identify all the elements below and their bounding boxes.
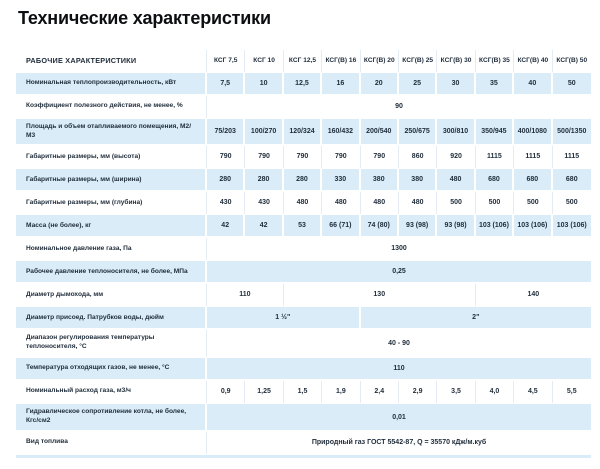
value-cell: 16 (322, 73, 360, 96)
value-cell: 103 (106) (514, 215, 552, 238)
table-row (16, 169, 591, 192)
row-label: Вид топлива (16, 432, 207, 455)
header-row (16, 50, 591, 73)
row-label: Коэффициент полезного действия, не менее, % (16, 96, 207, 119)
value-cell: 66 (71) (322, 215, 360, 238)
value-cell: 480 (437, 169, 475, 192)
table-row (16, 96, 591, 119)
table-header-label: РАБОЧИЕ ХАРАКТЕРИСТИКИ (16, 50, 207, 73)
value-cell: 53 (284, 215, 322, 238)
table-row (16, 119, 591, 147)
table-row (16, 192, 591, 215)
value-cell: 74 (80) (361, 215, 399, 238)
row-label: Габаритные размеры, мм (высота) (16, 146, 207, 169)
column-header: КСГ(В) 35 (476, 50, 514, 73)
value-cell: 110 (207, 284, 284, 307)
column-header: КСГ 10 (245, 50, 283, 73)
row-label: Гидравлическое сопротивление котла, не более, Кгс/см2 (16, 404, 207, 432)
value-cell: 0,01 (207, 404, 591, 432)
value-cell: 300/810 (437, 119, 475, 147)
value-cell: 75/203 (207, 119, 245, 147)
value-cell: 160/432 (322, 119, 360, 147)
value-cell: 680 (476, 169, 514, 192)
value-cell: 50 (553, 73, 591, 96)
value-cell: 103 (106) (476, 215, 514, 238)
row-label: Рабочее давление теплоносителя, не более, МПа (16, 261, 207, 284)
value-cell: 790 (322, 146, 360, 169)
value-cell: 860 (399, 146, 437, 169)
value-cell: 1115 (514, 146, 552, 169)
table-row (16, 404, 591, 432)
value-cell: 5,5 (553, 381, 591, 404)
table-row (16, 284, 591, 307)
value-cell: 400/1080 (514, 119, 552, 147)
table-row (16, 146, 591, 169)
column-header: КСГ(В) 30 (437, 50, 475, 73)
value-cell: 30 (437, 73, 475, 96)
value-cell: 480 (399, 192, 437, 215)
value-cell: 500/1350 (553, 119, 591, 147)
value-cell: 120/324 (284, 119, 322, 147)
value-cell: 680 (553, 169, 591, 192)
page-title: Технические характеристики (18, 8, 271, 28)
value-cell: 0,25 (207, 261, 591, 284)
value-cell: 2,4 (361, 381, 399, 404)
column-header: КСГ(В) 25 (399, 50, 437, 73)
value-cell: 42 (207, 215, 245, 238)
value-cell: 1,25 (245, 381, 283, 404)
value-cell: 130 (284, 284, 476, 307)
column-header: КСГ(В) 50 (553, 50, 591, 73)
column-header: КСГ(В) 16 (322, 50, 360, 73)
value-cell: 330 (322, 169, 360, 192)
value-cell: 480 (322, 192, 360, 215)
value-cell: 430 (245, 192, 283, 215)
table-row (16, 358, 591, 381)
table-row (16, 330, 591, 358)
column-header: КСГ(В) 40 (514, 50, 552, 73)
table-row (16, 307, 591, 330)
value-cell: 380 (361, 169, 399, 192)
value-cell: 1300 (207, 238, 591, 261)
value-cell: 380 (399, 169, 437, 192)
value-cell: 500 (553, 192, 591, 215)
value-cell: 250/675 (399, 119, 437, 147)
value-cell: 500 (476, 192, 514, 215)
table-row (16, 215, 591, 238)
value-cell: 920 (437, 146, 475, 169)
row-label: Диаметр присоед. Патрубков воды, дюйм (16, 307, 207, 330)
value-cell: 280 (207, 169, 245, 192)
value-cell: 2" (361, 307, 591, 330)
value-cell: 680 (514, 169, 552, 192)
table-row (16, 238, 591, 261)
value-cell: 2,9 (399, 381, 437, 404)
row-label: Диапазон регулирования температуры теплоносителя, °С (16, 330, 207, 358)
value-cell: 4,5 (514, 381, 552, 404)
value-cell: 200/540 (361, 119, 399, 147)
value-cell: 20 (361, 73, 399, 96)
value-cell: 1115 (553, 146, 591, 169)
value-cell: 42 (245, 215, 283, 238)
column-header: КСГ 12,5 (284, 50, 322, 73)
row-label: Площадь и объем отапливаемого помещения, М2/М3 (16, 119, 207, 147)
value-cell: 90 (207, 96, 591, 119)
row-label: Номинальное давление газа, Па (16, 238, 207, 261)
value-cell: 100/270 (245, 119, 283, 147)
value-cell: 12,5 (284, 73, 322, 96)
value-cell: 1 ½" (207, 307, 361, 330)
value-cell: 480 (284, 192, 322, 215)
value-cell: 790 (207, 146, 245, 169)
value-cell: 500 (437, 192, 475, 215)
table-row (16, 381, 591, 404)
value-cell: 1,5 (284, 381, 322, 404)
specs-table (16, 50, 591, 458)
value-cell: 430 (207, 192, 245, 215)
row-label: Номинальная теплопроизводительность, кВт (16, 73, 207, 96)
row-label: Номинальный расход газа, м3/ч (16, 381, 207, 404)
page (0, 8, 600, 458)
table-row (16, 73, 591, 96)
column-header: КСГ(В) 20 (361, 50, 399, 73)
value-cell: 93 (98) (399, 215, 437, 238)
value-cell: 480 (361, 192, 399, 215)
row-label: Габаритные размеры, мм (ширина) (16, 169, 207, 192)
value-cell: 790 (361, 146, 399, 169)
value-cell: 790 (245, 146, 283, 169)
column-header: КСГ 7,5 (207, 50, 245, 73)
value-cell: 3,5 (437, 381, 475, 404)
value-cell: 500 (514, 192, 552, 215)
value-cell: 1115 (476, 146, 514, 169)
value-cell: 7,5 (207, 73, 245, 96)
row-label: Температура отходящих газов, не менее, °С (16, 358, 207, 381)
value-cell: 25 (399, 73, 437, 96)
value-cell: Природный газ ГОСТ 5542-87, Q = 35570 кДж/м.куб (207, 432, 591, 455)
row-label: Габаритные размеры, мм (глубина) (16, 192, 207, 215)
table-body (16, 73, 591, 455)
table-row (16, 261, 591, 284)
value-cell: 790 (284, 146, 322, 169)
value-cell: 1,9 (322, 381, 360, 404)
value-cell: 35 (476, 73, 514, 96)
value-cell: 4,0 (476, 381, 514, 404)
value-cell: 280 (284, 169, 322, 192)
value-cell: 280 (245, 169, 283, 192)
value-cell: 0,9 (207, 381, 245, 404)
value-cell: 350/945 (476, 119, 514, 147)
value-cell: 93 (98) (437, 215, 475, 238)
row-label: Диаметр дымохода, мм (16, 284, 207, 307)
value-cell: 40 (514, 73, 552, 96)
value-cell: 110 (207, 358, 591, 381)
row-label: Масса (не более), кг (16, 215, 207, 238)
value-cell: 103 (106) (553, 215, 591, 238)
value-cell: 40 - 90 (207, 330, 591, 358)
table-row (16, 432, 591, 455)
value-cell: 140 (476, 284, 591, 307)
value-cell: 10 (245, 73, 283, 96)
